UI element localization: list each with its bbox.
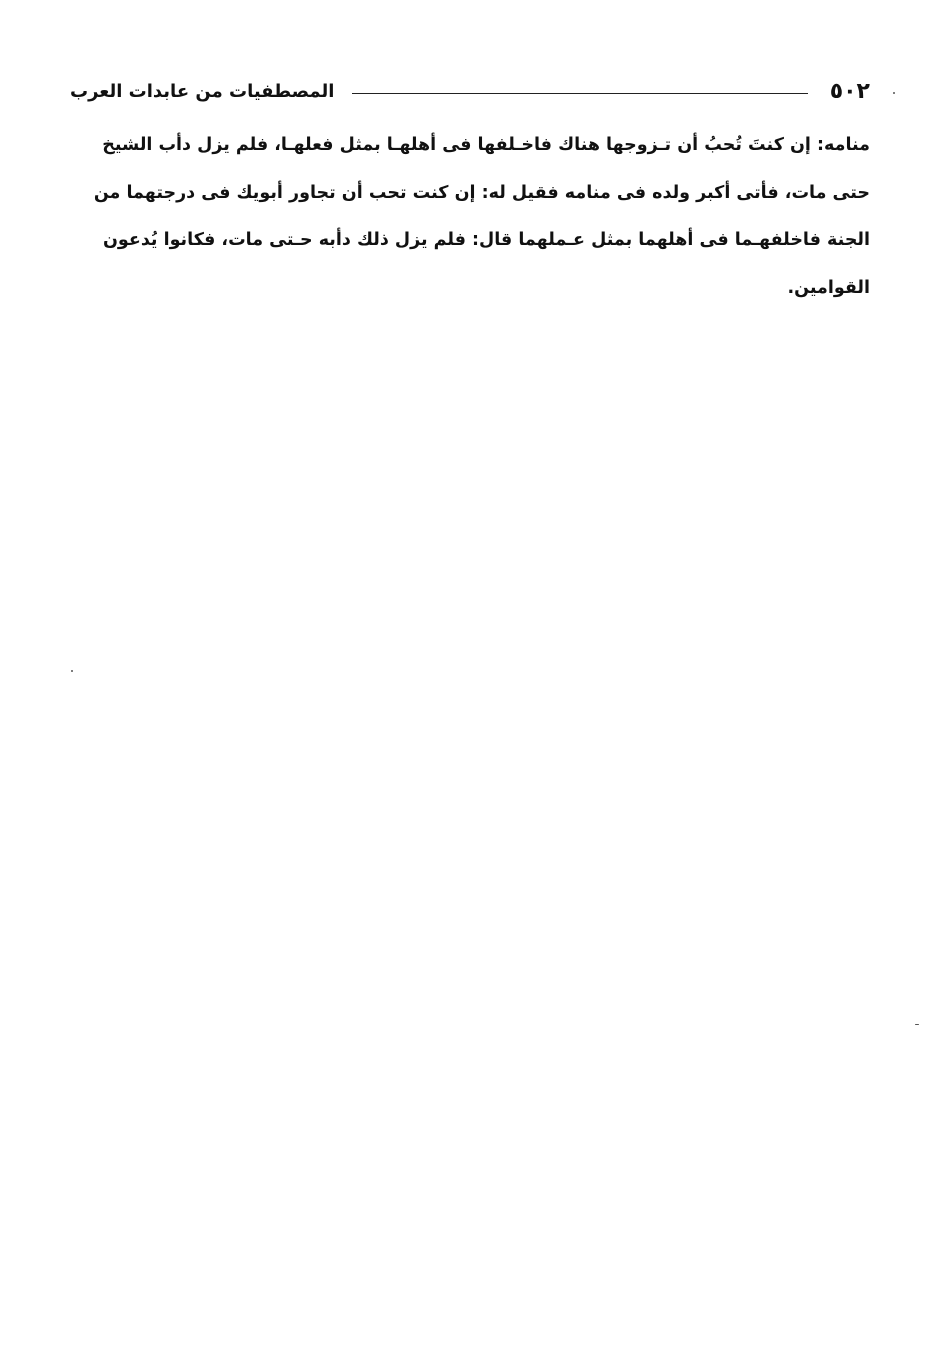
book-title: المصطفيات من عابدات العرب	[70, 80, 335, 102]
body-line: الجنة فاخلفهـما فى أهلهما بمثل عـملهما قال: فلم يزل ذلك دأبه حـتى مات، فكانوا يُدعون	[102, 230, 870, 250]
page-number: ٥٠٢	[829, 78, 870, 104]
scan-speck	[893, 92, 895, 94]
running-header	[70, 74, 870, 108]
scan-speck	[915, 1024, 919, 1025]
scan-speck	[71, 670, 73, 672]
body-line: منامه: إن كنتَ تُحبُ أن تـزوجها هناك فاخـلفها فى أهلهـا بمثل فعلهـا، فلم يزل دأب الشيخ	[102, 135, 870, 155]
header-rule	[352, 93, 807, 94]
body-line: القوامين.	[787, 277, 870, 298]
body-line: حتى مات، فأتى أكبر ولده فى منامه فقيل له: إن كنت تحب أن تجاور أبويك فى درجتهما من	[93, 182, 870, 203]
body-paragraph	[70, 122, 870, 312]
